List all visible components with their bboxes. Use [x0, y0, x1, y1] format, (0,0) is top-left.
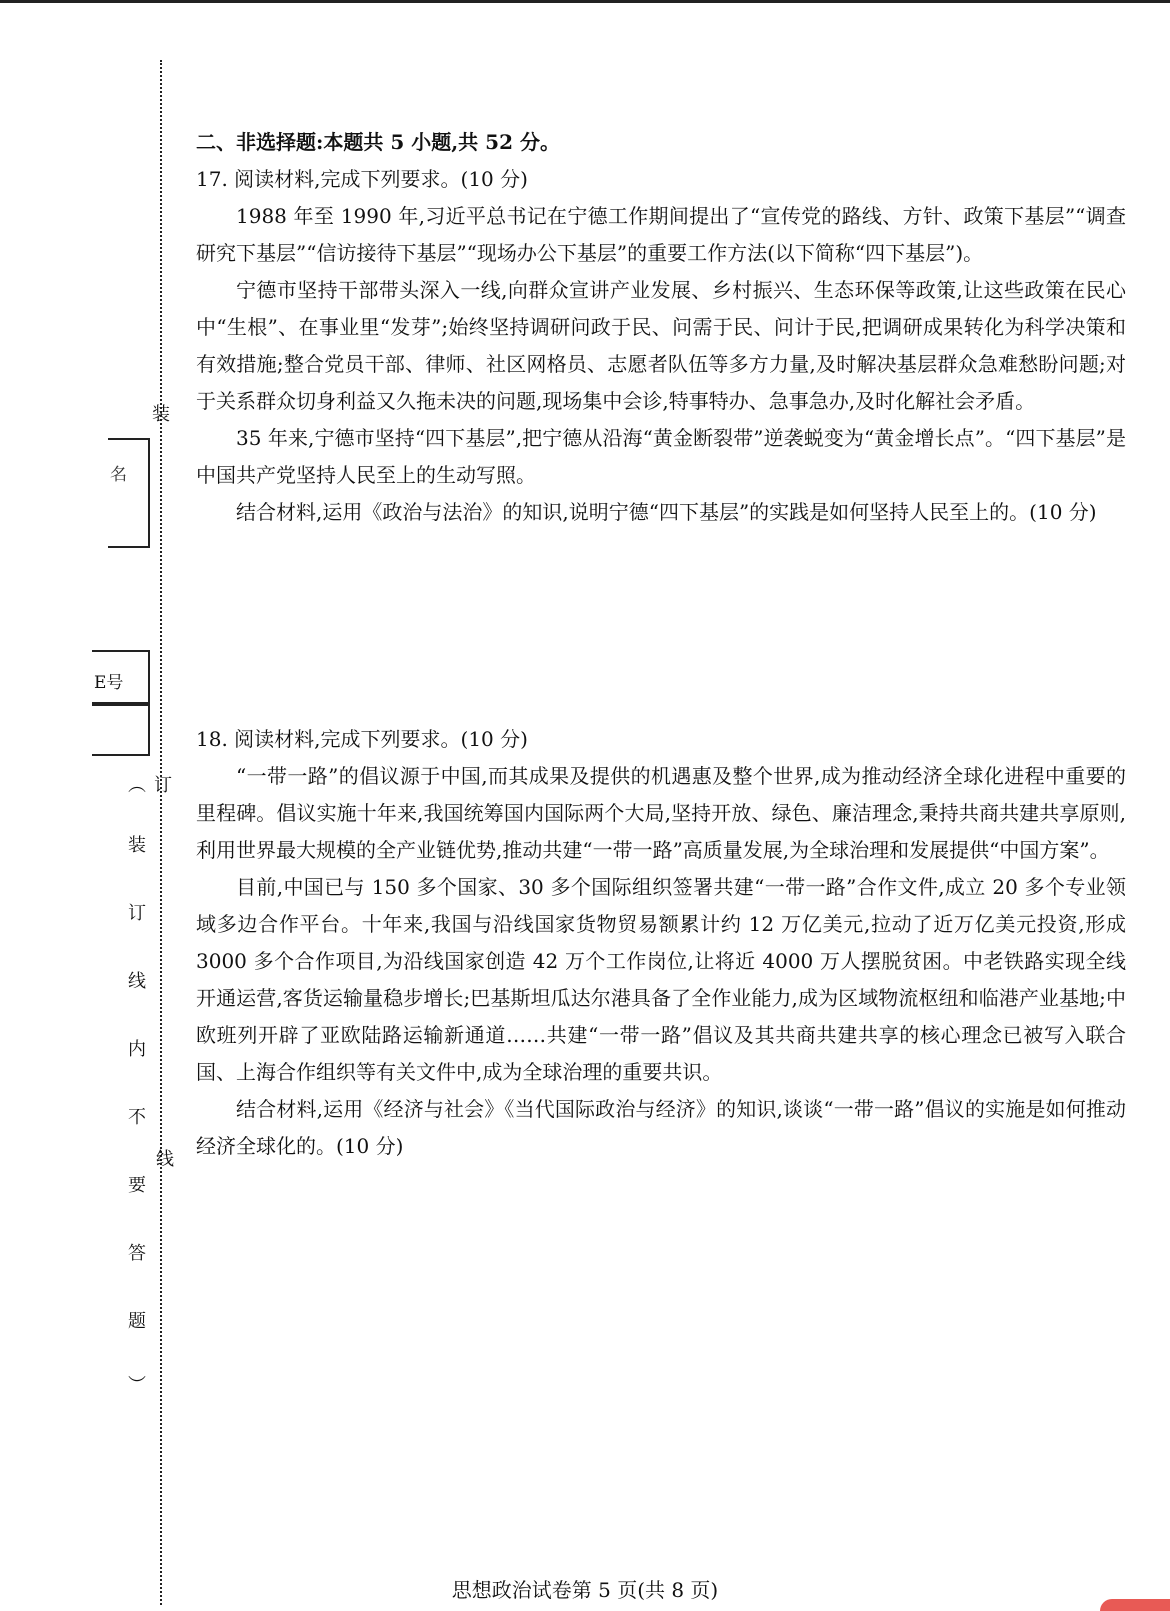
- name-box: [108, 438, 150, 548]
- margin-paren-open: ︵: [128, 775, 146, 796]
- corner-tab: [1100, 1599, 1170, 1611]
- margin-vertical-char: 内: [128, 1039, 146, 1060]
- margin-vertical-char: 题: [128, 1311, 146, 1332]
- name-box-label: 名: [110, 465, 127, 485]
- margin-vertical-char: 答: [128, 1243, 146, 1264]
- section-heading: 二、非选择题:本题共 5 小题,共 52 分。: [196, 130, 560, 154]
- q18-material-paragraph: 目前,中国已与 150 多个国家、30 多个国际组织签署共建“一带一路”合作文件,成立 20 多个专业领域多边合作平台。十年来,我国与沿线国家货物贸易额累计约 12 万亿美元,拉动了近万亿美元投资,形成 3000 多个合作项目,为沿线国家创造 42 万个工作岗位,让将近 4000 万人摆脱贫困。中老铁路实现全线开通运营,客货运输量稳步增长;巴基斯坦瓜达尔港具备了全作业能力,成为区域物流枢纽和临港产业基地;中欧班列开辟了亚欧陆路运输新通道……共建“一带一路”倡议及其共商共建共享的核心理念已被写入联合国、上海合作组织等有关文件中,成为全球治理的重要共识。: [196, 875, 1126, 1084]
- margin-vertical-char: 要: [128, 1175, 146, 1196]
- q17-question-prompt: 结合材料,运用《政治与法治》的知识,说明宁德“四下基层”的实践是如何坚持人民至上的。(10 分): [236, 500, 1097, 524]
- margin-vertical-char: 装: [128, 835, 146, 856]
- margin-char-ding: 订: [154, 775, 172, 796]
- binding-dotted-line: [160, 60, 162, 1605]
- q17-material-paragraph: 宁德市坚持干部带头深入一线,向群众宣讲产业发展、乡村振兴、生态环保等政策,让这些政策在民心中“生根”、在事业里“发芽”;始终坚持调研问政于民、问需于民、问计于民,把调研成果转化为科学决策和有效措施;整合党员干部、律师、社区网格员、志愿者队伍等多方力量,及时解决基层群众急难愁盼问题;对于关系群众切身利益又久拖未决的问题,现场集中会诊,特事特办、急事急办,及时化解社会矛盾。: [196, 278, 1126, 413]
- q18-question-prompt: 结合材料,运用《经济与社会》《当代国际政治与经济》的知识,谈谈“一带一路”倡议的实施是如何推动经济全球化的。(10 分): [196, 1097, 1126, 1158]
- question-18-title: 18. 阅读材料,完成下列要求。(10 分): [196, 727, 528, 751]
- exam-content: [196, 124, 1126, 1165]
- question-17-title: 17. 阅读材料,完成下列要求。(10 分): [196, 167, 528, 191]
- q17-material-paragraph: 35 年来,宁德市坚持“四下基层”,把宁德从沿海“黄金断裂带”逆袭蜕变为“黄金增长点”。“四下基层”是中国共产党坚持人民至上的生动写照。: [196, 426, 1126, 487]
- margin-vertical-char: 订: [128, 903, 146, 924]
- margin-char-xian: 线: [156, 1149, 174, 1170]
- id-box-label: E号: [94, 673, 124, 693]
- margin-vertical-char: 线: [128, 971, 146, 992]
- q18-material-paragraph: “一带一路”的倡议源于中国,而其成果及提供的机遇惠及整个世界,成为推动经济全球化进程中重要的里程碑。倡议实施十年来,我国统筹国内国际两个大局,坚持开放、绿色、廉洁理念,秉持共商共建共享原则,利用世界最大规模的全产业链优势,推动共建“一带一路”高质量发展,为全球治理和发展提供“中国方案”。: [196, 764, 1126, 862]
- page-footer: 思想政治试卷第 5 页(共 8 页): [451, 1578, 719, 1602]
- q17-material-paragraph: 1988 年至 1990 年,习近平总书记在宁德工作期间提出了“宣传党的路线、方针、政策下基层”“调查研究下基层”“信访接待下基层”“现场办公下基层”的重要工作方法(以下简称“四下基层”)。: [196, 204, 1126, 265]
- answer-space: [196, 531, 1126, 721]
- id-box-bottom: [92, 702, 150, 756]
- margin-char-zhuang: 装: [152, 404, 170, 425]
- top-border-line: [0, 0, 1170, 3]
- margin-vertical-char: 不: [128, 1107, 146, 1128]
- margin-paren-close: ︶: [128, 1375, 146, 1396]
